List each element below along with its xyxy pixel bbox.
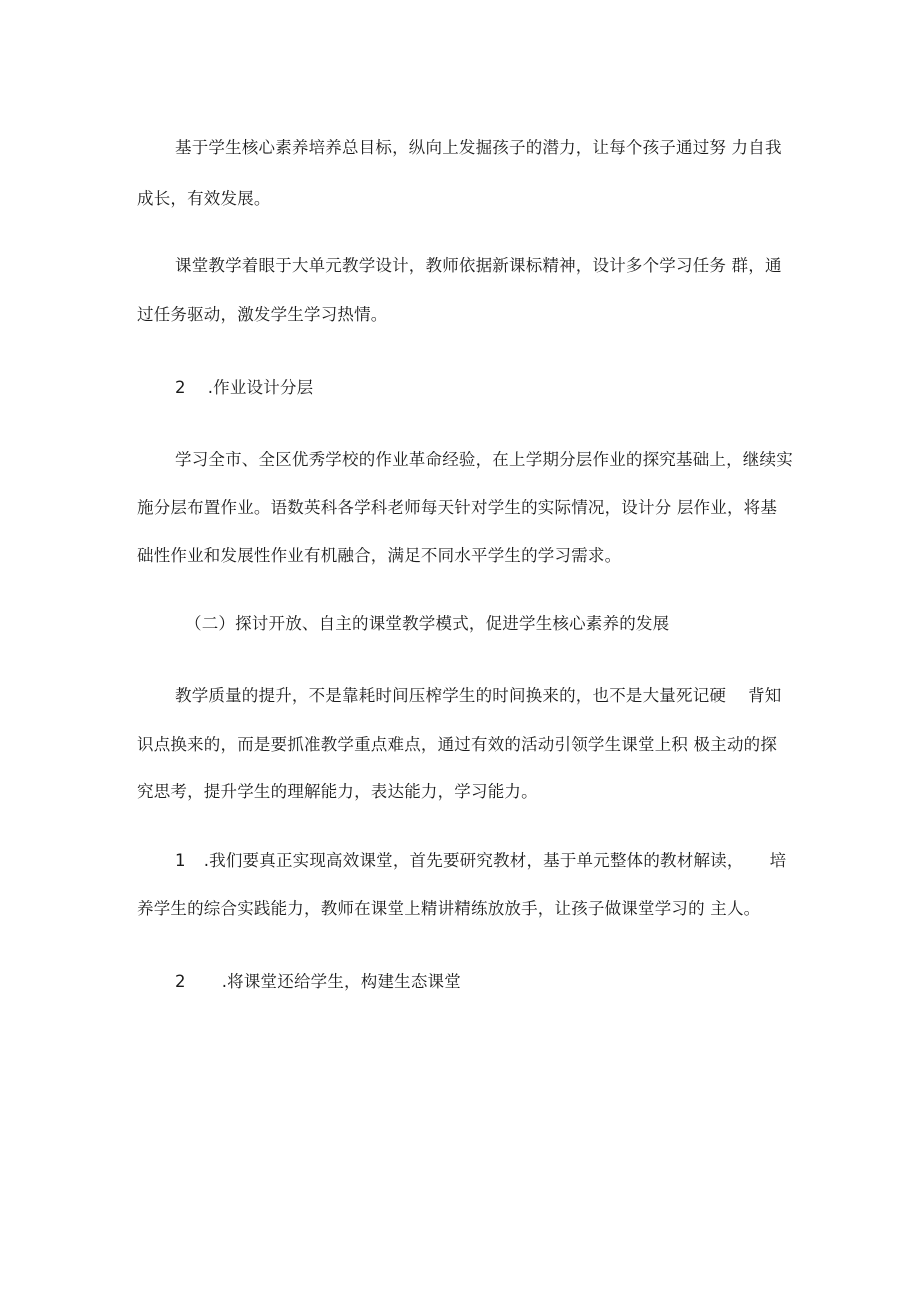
paragraph-line: 究思考，提升学生的理解能力，表达能力，学习能力。 xyxy=(137,782,538,801)
paragraph-text: 背知 xyxy=(748,686,782,705)
list-number: 1 xyxy=(175,851,186,870)
list-number: 2 xyxy=(175,378,186,397)
paragraph-line: 课堂教学着眼于大单元教学设计，教师依据新课标精神，设计多个学习任务 群，通 xyxy=(175,256,782,275)
paragraph-line: 识点换来的，而是要抓准教学重点难点，通过有效的活动引领学生课堂上积 极主动的探 xyxy=(137,735,778,754)
section-heading: （二）探讨开放、自主的课堂教学模式，促进学生核心素养的发展 xyxy=(185,614,670,633)
paragraph-line: 成长，有效发展。 xyxy=(137,189,271,208)
list-item-text: .将课堂还给学生，构建生态课堂 xyxy=(221,972,461,991)
list-item-line xyxy=(175,851,786,871)
list-heading xyxy=(175,378,313,398)
list-heading-text: .作业设计分层 xyxy=(207,378,314,397)
paragraph-text: 教学质量的提升，不是靠耗时间压榨学生的时间换来的，也不是大量死记硬 xyxy=(175,686,727,705)
paragraph-line: 基于学生核心素养培养总目标，纵向上发掘孩子的潜力，让每个孩子通过努 力自我 xyxy=(175,138,782,157)
list-item-text: .我们要真正实现高效课堂，首先要研究教材，基于单元整体的教材解读， xyxy=(203,851,744,870)
list-number: 2 xyxy=(175,972,186,991)
paragraph-line: 础性作业和发展性作业有机融合，满足不同水平学生的学习需求。 xyxy=(137,546,622,565)
paragraph-line: 养学生的综合实践能力，教师在课堂上精讲精练放放手，让孩子做课堂学习的 主人。 xyxy=(137,899,761,918)
list-item-text: 培 xyxy=(769,851,787,870)
paragraph-line: 过任务驱动，激发学生学习热情。 xyxy=(137,305,388,324)
paragraph-line xyxy=(175,686,782,706)
paragraph-line: 施分层布置作业。语数英科各学科老师每天针对学生的实际情况，设计分 层作业，将基 xyxy=(137,498,778,517)
list-item-line xyxy=(175,972,461,992)
paragraph-line: 学习全市、全区优秀学校的作业革命经验，在上学期分层作业的探究基础上，继续实 xyxy=(175,450,793,469)
